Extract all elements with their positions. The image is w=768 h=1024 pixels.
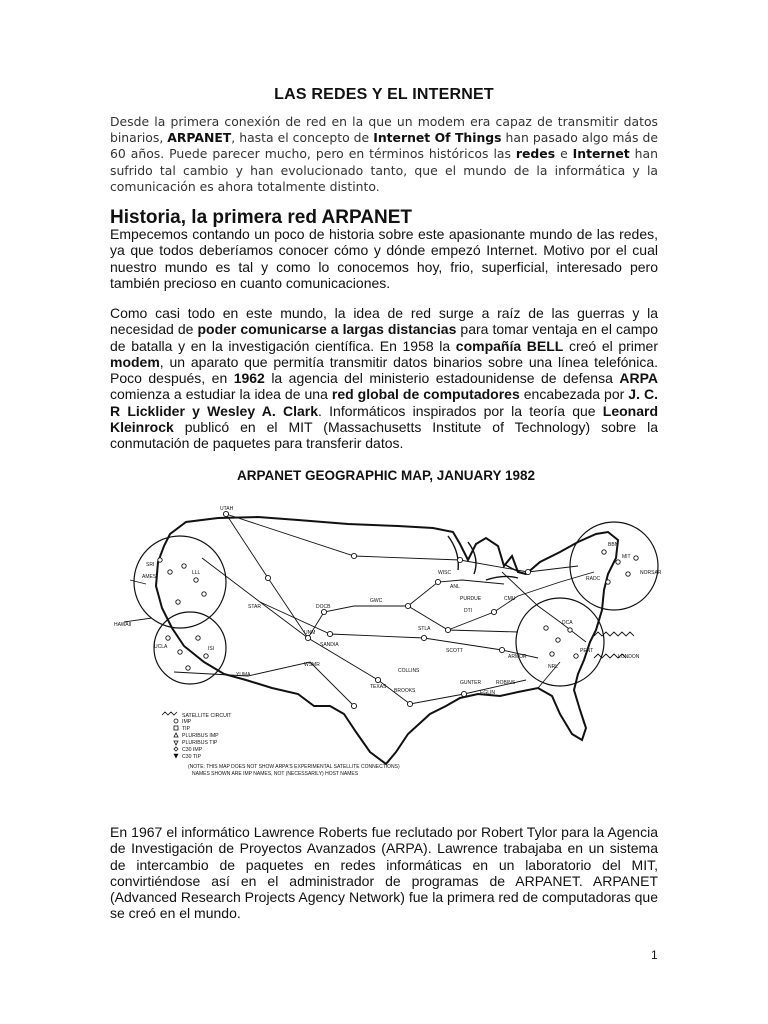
para-bold: 1962 (233, 370, 265, 387)
para-text: , un aparato que permitía transmitir datos binarios sobre una línea telefónica. Poco después, en (110, 353, 658, 387)
node-label: NRL (548, 664, 559, 670)
node-label: UCLA (154, 644, 168, 650)
node-label: PENT (580, 648, 594, 654)
network-links (124, 514, 594, 724)
intro-bold: ARPANET (167, 130, 232, 146)
node-label: ROBINS (496, 680, 516, 686)
intro-paragraph (110, 114, 658, 195)
region-circle-ne (570, 522, 658, 610)
node-label: SRI (146, 562, 155, 568)
node-label: BROOKS (394, 688, 416, 694)
map-note: NAMES SHOWN ARE IMP NAMES, NOT (NECESSARILY) HOST NAMES (192, 771, 359, 777)
imp-symbol (174, 719, 178, 723)
page-number: 1 (651, 948, 658, 962)
node-label: SCOTT (446, 648, 463, 654)
para-bold: red global de computadores (331, 386, 520, 403)
legend-item: C30 TIP (182, 754, 201, 760)
para-text: publicó en el MIT (Massachusetts Institute of Technology) sobre la conmutación de paquetes para transferir datos. (110, 419, 658, 452)
node-label: DTI (464, 608, 473, 614)
pluribus-imp-symbol (174, 733, 178, 737)
node-label: STLA (418, 626, 431, 632)
c30-tip-symbol (174, 754, 178, 758)
node-label: GWC (370, 598, 383, 604)
node-label: EGLIN (480, 690, 496, 696)
satellite-symbol (162, 712, 177, 715)
node-label: TEXAS (370, 684, 387, 690)
para-text: para tomar ventaja en el campo de batalla y en la investigación científica. En 1958 la (110, 321, 658, 354)
region-circle-sf (134, 536, 226, 628)
intro-text: Desde la primera conexión de red en la que un modem era capaz de transmitir datos binarios, (110, 114, 658, 146)
legend-item: PLURIBUS TIP (182, 740, 218, 746)
map-note: (NOTE: THIS MAP DOES NOT SHOW ARPA'S EXPERIMENTAL SATELLITE CONNECTIONS) (188, 764, 400, 770)
intro-text: han sufrido tal cambio y han evolucionado tanto, que el mundo de la informática y la comunicación es ahora totalmente distinto. (110, 146, 658, 194)
node-label: GUNTER (460, 680, 482, 686)
node-label: ISI (208, 646, 215, 652)
map-title: ARPANET GEOGRAPHIC MAP, JANUARY 1982 (236, 468, 536, 483)
c30-imp-symbol (174, 747, 178, 751)
para-text: encabezada por (519, 386, 629, 403)
para-text: comienza a estudiar la idea de una (110, 386, 332, 403)
node-label: NORSAR (640, 570, 662, 576)
node-label: YUMA (236, 672, 251, 678)
legend-item: TIP (182, 726, 191, 732)
map-legend (162, 712, 232, 760)
paragraph-origin (110, 305, 658, 452)
node-label: STAR (248, 604, 261, 610)
intro-text: , hasta el concepto de (231, 130, 374, 146)
para-text: Como casi todo en este mundo, la idea de red surge a raíz de las guerras y la necesidad de (110, 305, 658, 338)
node-label: DCA (562, 620, 573, 626)
intro-text: han pasado algo más de 60 años. Puede parecer mucho, pero en términos históricos las (110, 130, 658, 162)
para-bold: modem (110, 353, 160, 370)
paragraph-history: Empecemos contando un poco de historia sobre este apasionante mundo de las redes, ya que todos deberíamos conocer cómo y dónde empezó Internet. Motivo por el cual nuestro mundo es tal y como lo conocemos hoy, frio, superficial, interesado pero también precioso en cuanto comunicaciones. (110, 226, 658, 291)
para-text: creó el primer (563, 337, 659, 354)
node-label: HAWAII (114, 622, 132, 628)
para-bold: compañía BELL (455, 337, 564, 354)
pluribus-tip-symbol (174, 741, 178, 745)
intro-text: e (555, 146, 573, 162)
para-bold: Leonard Kleinrock (110, 402, 659, 436)
arpanet-map-figure (108, 462, 664, 782)
para-text: la agencia del ministerio estadounidense de defensa (264, 370, 620, 387)
satellite-link-east (594, 632, 634, 636)
node-label: ANL (450, 584, 460, 590)
node-label: CMU (504, 596, 516, 602)
node-label: WSMR (304, 662, 320, 668)
paragraph-roberts: En 1967 el informático Lawrence Roberts fue reclutado por Robert Tylor para la Agencia de Investigación de Proyectos Avanzados (ARPA). Lawrence trabajaba en un sistema de intercambio de paquetes en redes informáticas en un laboratorio del MIT, convirtiéndose así en el administrador de programas de ARPANET. ARPANET (Advanced Research Projects Agency Network) fue la primera red de computadoras que se creó en el mundo. (110, 824, 658, 922)
node-label: UNM (304, 630, 316, 636)
node-label: LONDON (618, 654, 640, 660)
node-label: AMES (142, 574, 157, 580)
legend-item: IMP (182, 719, 192, 725)
node-label: DOCB (316, 604, 331, 610)
legend-item: SATELLITE CIRCUIT (182, 713, 232, 719)
intro-bold: Internet Of Things (373, 130, 502, 146)
legend-item: PLURIBUS IMP (182, 733, 219, 739)
node-label: MIT (622, 554, 631, 560)
para-bold: J. C. R Licklider y Wesley A. Clark (110, 386, 658, 419)
node-label: SANDIA (320, 642, 339, 648)
node-label: COLLINS (398, 668, 420, 674)
node-label: ARMOR (508, 654, 527, 660)
tip-symbol (174, 726, 178, 730)
section-heading: Historia, la primera red ARPANET (110, 207, 412, 228)
node-label: UTAH (220, 506, 234, 512)
map-nodes (158, 511, 638, 708)
node-label: WISC (438, 570, 452, 576)
node-label: BBN (608, 542, 619, 548)
para-bold: poder comunicarse a largas distancias (197, 321, 457, 338)
para-bold: ARPA (619, 370, 658, 387)
node-label: PURDUE (460, 596, 482, 602)
node-label: LLL (192, 570, 201, 576)
intro-bold: redes (515, 146, 556, 162)
intro-bold: Internet (572, 146, 630, 162)
node-label: RADC (586, 576, 601, 582)
legend-item: C30 IMP (182, 747, 203, 753)
document-title: LAS REDES Y EL INTERNET (274, 86, 494, 103)
para-text: . Informáticos inspirados por la teoría que (318, 402, 603, 419)
